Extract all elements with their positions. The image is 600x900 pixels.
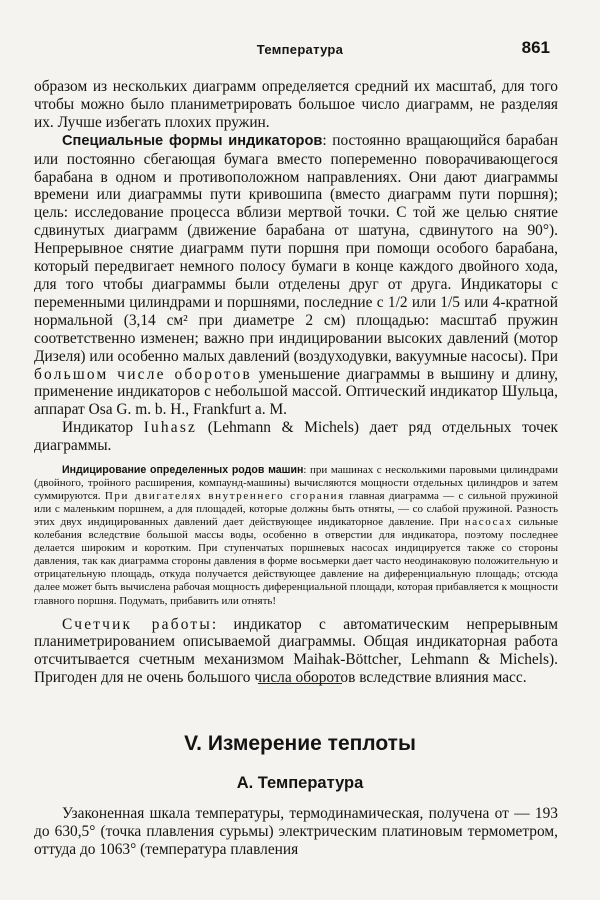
body-text-block: [34, 78, 558, 687]
page-number: 861: [521, 38, 550, 57]
work-counter-spaced: Счетчик работы: [62, 615, 212, 633]
iuhasz-text-a: Индикатор: [62, 419, 144, 437]
body-text-block-bottom: [34, 805, 558, 859]
run-in-heading-special-forms: Специальные формы индикаторов: [62, 132, 323, 149]
run-in-heading-machine-indication: Индицирование определенных родов машин: [62, 464, 304, 477]
running-head: [0, 38, 600, 62]
paragraph-machine-indication: [34, 464, 558, 608]
paragraph-work-counter: [34, 616, 558, 688]
machine-text-b: главная диаграмма — с сильной пружиной или с маленьким поршнем, а для площадей, которые должны быть отняты, — со слабой пружиной. Разность этих двух индицированных давлений дает действующее индикаторное давление. При: [34, 490, 558, 529]
paragraph-special-forms: [34, 132, 558, 420]
subsection-title: А. Температура: [236, 774, 364, 792]
work-counter-text: : индикатор с автоматическим непрерывным планиметрированием описываемой диаграммы. Общая индикаторная работа отсчитывается счетным механизмом Maihak-Böttcher, Lehmann & Michels). Пригоден для не очень большого числа оборотов вследствие влияния масс.: [34, 615, 558, 687]
machine-text-a: : при машинах с несколькими паровыми цилиндрами (двойного, тройного расширения, компаунд-машины) вычисляются мощности отдельных цилиндров и затем суммируются.: [34, 464, 558, 503]
paragraph-continuation: образом из нескольких диаграмм определяется средний их масштаб, для того чтобы можно было планиметрировать большое число диаграмм, не разделяя их. Лучше избегать плохих пружин.: [34, 78, 558, 131]
paragraph-iuhasz: [34, 419, 558, 455]
special-forms-text-b: уменьшение диаграммы в вышину и длину, применение индикаторов с небольшой массой. Оптический индикатор Шульца, аппарат Osa G. m. b. H., Frankfurt a. M.: [34, 365, 559, 419]
paragraph-temperature-scale: Узаконенная шкала температуры, термодинамическая, получена от — 193 до 630,5° (точка плавления сурьмы) электрическим платиновым термометром, оттуда до 1063° (температура плавления: [34, 805, 558, 858]
machine-text-c: сильные колебания вследствие большой массы воды, особенно в отверстии для индикатора, поэтому последнее делается широким и коротким. При ступенчатых поршневых насосах индицируется также со стороны давления, так как диаграмма стороны давления в форме восьмерки дает часто неодинаковую положительную и отрицательную площадь, откуда получается действующее давление на диференциальную площадь; отсюда далее может быть вычислена рабочая мощность диференциальной площади, которая прибавляется к мощности главного поршня. Подумать, прибавить или отнять!: [34, 516, 558, 607]
section-title: V. Измерение теплоты: [184, 732, 416, 755]
iuhasz-text-b: (Lehmann & Michels) дает ряд отдельных точек диаграммы.: [34, 419, 559, 455]
running-title: Температура: [256, 42, 344, 57]
machine-spaced-pumps: насосах: [464, 516, 513, 529]
section-divider-rule: [258, 683, 342, 684]
special-forms-spaced: большом числе оборотов: [34, 365, 252, 383]
machine-spaced-engines: При двигателях внутреннего сгорания: [104, 490, 345, 503]
special-forms-text-a: : постоянно вращающийся барабан или постоянно сбегающая бумага вместо попеременно поворачивающегося барабана в одном и противоположном направлениях. Они дают диаграммы времени или диаграммы пути кривошипа (вместо диаграмм пути поршня); цель: исследование процесса вблизи мертвой точки. С той же целью снятие сдвинутых диаграмм (движение барабана от шатуна, сдвинутого на 90°). Непрерывное снятие диаграмм пути поршня при помощи особого барабана, который передвигает немного полосу бумаги в конце каждого двойного хода, для того чтобы диаграммы были отделены друг от друга. Индикаторы с переменными цилиндрами и поршнями, последние с 1/2 или 1/5 или 4-кратной нормальной (3,14 см² при диаметре 2 см) площадью: масштаб пружин соответственно изменен; важно при индицировании высоких давлений (мотор Дизеля) или особенно малых давлений (воздуходувки, вакуумные насосы). При: [34, 131, 558, 365]
iuhasz-name: Iuhasz: [143, 419, 198, 437]
